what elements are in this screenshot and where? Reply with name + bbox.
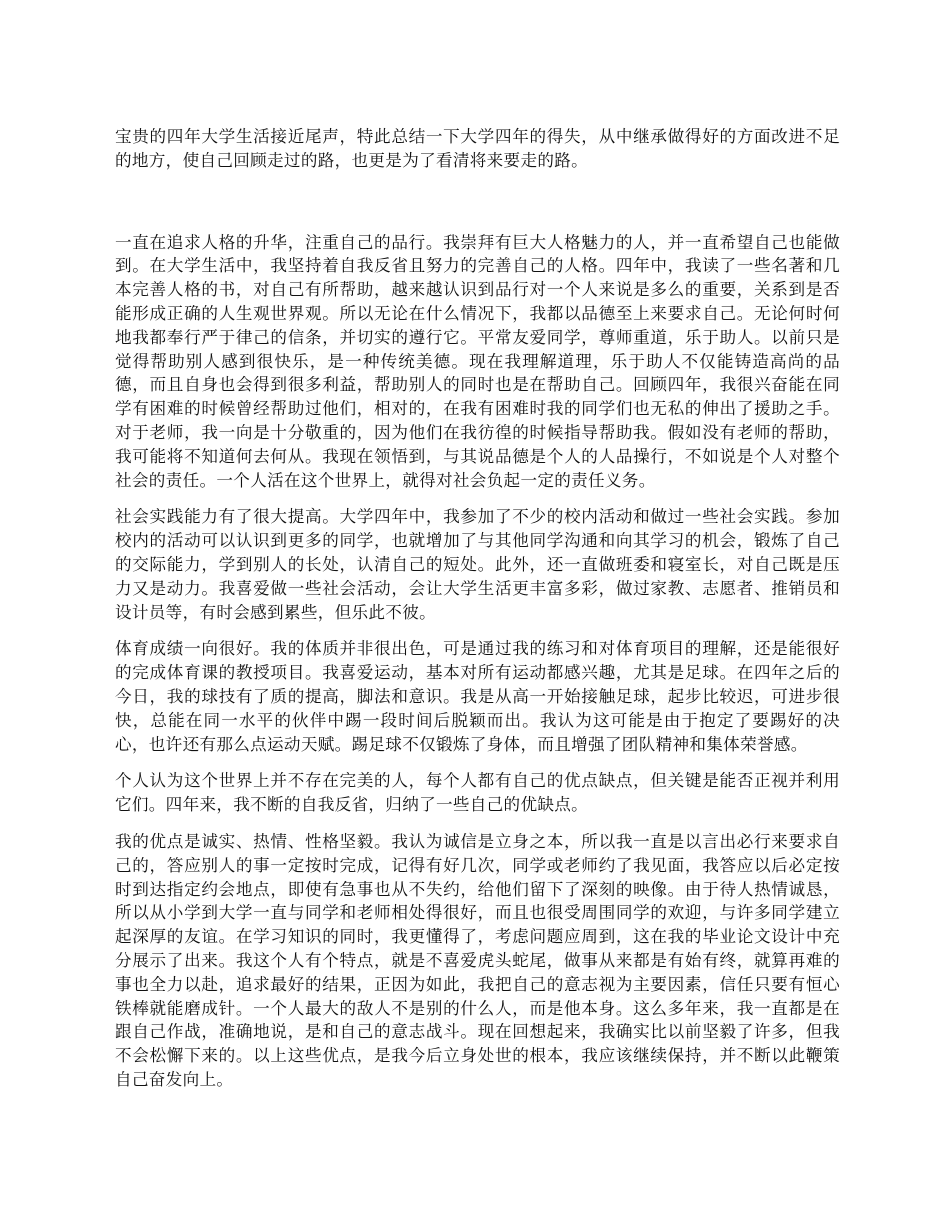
paragraph-self-reflection: 个人认为这个世界上并不存在完美的人，每个人都有自己的优点缺点，但关键是能否正视并利用它们。四年来，我不断的自我反省，归纳了一些自己的优缺点。 xyxy=(115,771,840,815)
paragraph-intro: 宝贵的四年大学生活接近尾声，特此总结一下大学四年的得失，从中继承做得好的方面改进不足的地方，使自己回顾走过的路，也更是为了看清将来要走的路。 xyxy=(115,127,840,170)
paragraph-strengths: 我的优点是诚实、热情、性格坚毅。我认为诚信是立身之本，所以我一直是以言出必行来要求自己的，答应别人的事一定按时完成，记得有好几次，同学或老师约了我见面，我答应以后必定按时到达指定约会地点，即使有急事也从不失约，给他们留下了深刻的映像。由于待人热情诚恳，所以从小学到大学一直与同学和老师相处得很好，而且也很受周围同学的欢迎，与许多同学建立起深厚的友谊。在学习知识的同时，我更懂得了，考虑问题应周到，这在我的毕业论文设计中充分展示了出来。我这个人有个特点，就是不喜爱虎头蛇尾，做事从来都是有始有终，就算再难的事也全力以赴，追求最好的结果，正因为如此，我把自己的意志视为主要因素，信任只要有恒心铁棒就能磨成针。一个人最大的敌人不是别的什么人，而是他本身。这么多年来，我一直都是在跟自己作战，准确地说，是和自己的意志战斗。现在回想起来，我确实比以前坚毅了许多，但我不会松懈下来的。以上这些优点，是我今后立身处世的根本，我应该继续保持，并不断以此鞭策自己奋发向上。 xyxy=(115,831,840,1089)
document-page xyxy=(115,125,840,1105)
paragraph-character: 一直在追求人格的升华，注重自己的品行。我崇拜有巨大人格魅力的人，并一直希望自己也能做到。在大学生活中，我坚持着自我反省且努力的完善自己的人格。四年中，我读了一些名著和几本完善人格的书，对自己有所帮助，越来越认识到品行对一个人来说是多么的重要，关系到是否能形成正确的人生观世界观。所以无论在什么情况下，我都以品德至上来要求自己。无论何时何地我都奉行严于律己的信条，并切实的遵行它。平常友爱同学，尊师重道，乐于助人。以前只是觉得帮助别人感到很快乐，是一种传统美德。现在我理解道理，乐于助人不仅能铸造高尚的品德，而且自身也会得到很多利益，帮助别人的同时也是在帮助自己。回顾四年，我很兴奋能在同学有困难的时候曾经帮助过他们，相对的，在我有困难时我的同学们也无私的伸出了援助之手。对于老师，我一向是十分敬重的，因为他们在我彷徨的时候指导帮助我。假如没有老师的帮助，我可能将不知道何去何从。我现在领悟到，与其说品德是个人的人品操行，不如说是个人对整个社会的责任。一个人活在这个世界上，就得对社会负起一定的责任义务。 xyxy=(115,232,840,490)
paragraph-sports: 体育成绩一向很好。我的体质并非很出色，可是通过我的练习和对体育项目的理解，还是能很好的完成体育课的教授项目。我喜爱运动，基本对所有运动都感兴趣，尤其是足球。在四年之后的今日，我的球技有了质的提高，脚法和意识。我是从高一开始接触足球，起步比较迟，可进步很快，总能在同一水平的伙伴中踢一段时间后脱颖而出。我认为这可能是由于抱定了要踢好的决心，也许还有那么点运动天赋。踢足球不仅锻炼了身体，而且增强了团队精神和集体荣誉感。 xyxy=(115,639,840,754)
paragraph-social-practice: 社会实践能力有了很大提高。大学四年中，我参加了不少的校内活动和做过一些社会实践。参加校内的活动可以认识到更多的同学，也就增加了与其他同学沟通和向其学习的机会，锻炼了自己的交际能力，学到别人的长处，认清自己的短处。此外，还一直做班委和寝室长，对自己既是压力又是动力。我喜爱做一些社会活动，会让大学生活更丰富多彩，做过家教、志愿者、推销员和设计员等，有时会感到累些，但乐此不彼。 xyxy=(115,507,840,622)
